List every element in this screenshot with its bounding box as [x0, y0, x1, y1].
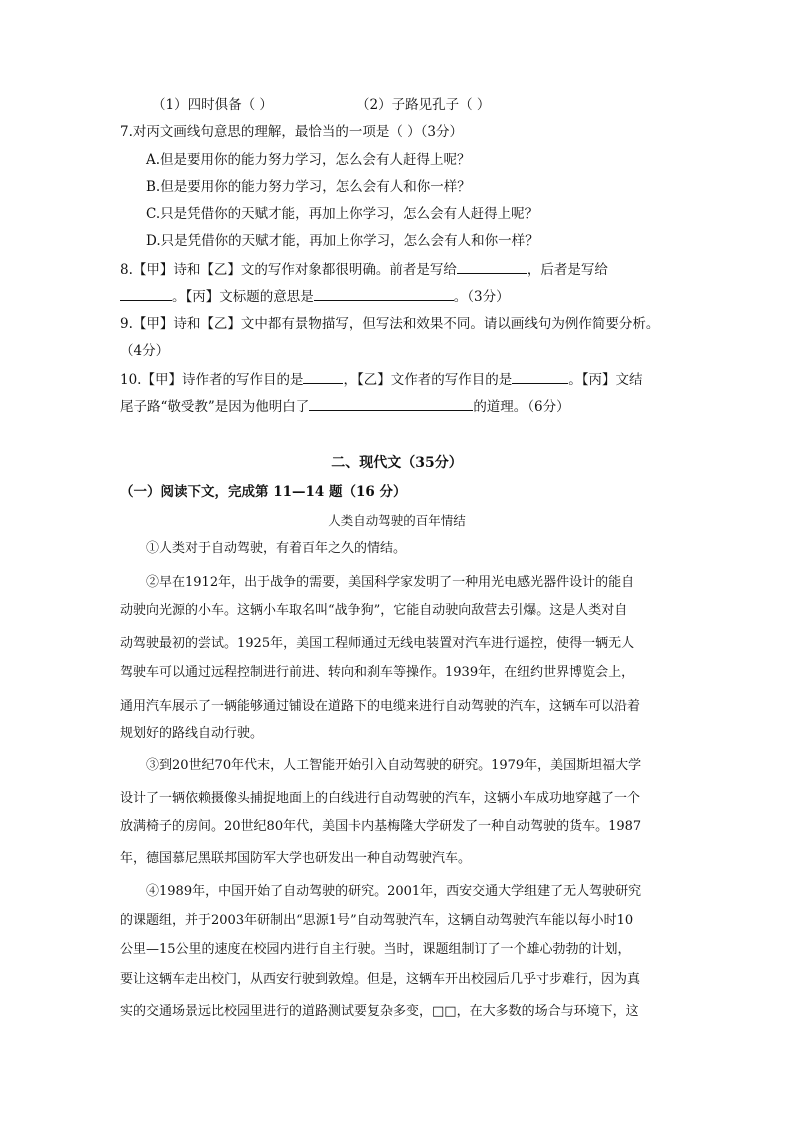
q10-blank-1[interactable]: [303, 369, 343, 384]
q10-text-2: ，【乙】文作者的写作目的是: [343, 372, 513, 388]
article-line-7: 规划好的路线自动行驶。: [120, 726, 264, 741]
article-line-5: 驾驶车可以通过远程控制进行前进、转向和刹车等操作。1939年，在纽约世界博览会上，: [120, 665, 635, 680]
q8-line-2: [120, 286, 510, 307]
article-line-14: 公里—15公里的速度在校园内进行自主行驶。当时，课题组制订了一个雄心勃勃的计划，: [120, 942, 631, 957]
article-line-13: 的课题组，并于2003年研制出“思源1号”自动驾驶汽车，这辆自动驾驶汽车能以每小时10: [120, 913, 634, 928]
article-line-16: 实的交通场景远比校园里进行的道路测试要复杂多变，□□，在大多数的场合与环境下，这: [120, 1004, 639, 1019]
section-heading: 二、现代文（35分）: [331, 455, 463, 471]
article-line-11: 年，德国慕尼黑联邦国防军大学也研发出一种自动驾驶汽车。: [120, 851, 472, 866]
article-line-12: ④1989年，中国开始了自动驾驶的研究。2001年，西安交通大学组建了无人驾驶研究: [146, 884, 642, 899]
q7-stem: 7.对丙文画线句意思的理解，最恰当的一项是（ ）（3分）: [120, 124, 464, 140]
q9-line-2: （4分）: [120, 343, 170, 359]
article-line-3: 动驶向光源的小车。这辆小车取名叫“战争狗”，它能自动驶向敌营去引爆。这是人类对自: [120, 603, 628, 618]
q8-line-1: [120, 259, 608, 280]
q6-item-1: （1）四时俱备（ ）: [152, 97, 273, 113]
article-line-2: ②早在1912年，出于战争的需要，美国科学家发明了一种用光电感光器件设计的能自: [146, 575, 635, 590]
article-line-9: 设计了一辆依赖摄像头捕捉地面上的白线进行自动驾驶的汽车，这辆小车成功地穿越了一个: [120, 791, 641, 806]
article-line-8: ③到20世纪70年代末，人工智能开始引入自动驾驶的研究。1979年，美国斯坦福大学: [146, 758, 642, 773]
q10-line-2: [120, 396, 570, 417]
article-line-1: ①人类对于自动驾驶，有着百年之久的情结。: [146, 541, 407, 556]
q7-option-d: D.只是凭借你的天赋才能，再加上你学习，怎么会有人和你一样？: [146, 233, 539, 249]
article-line-6: 通用汽车展示了一辆能够通过铺设在道路下的电缆来进行自动驾驶的汽车，这辆车可以沿着: [120, 699, 641, 714]
q7-option-a: A.但是要用你的能力努力学习，怎么会有人赶得上呢？: [146, 152, 471, 168]
subsection-heading: （一）阅读下文，完成第 11—14 题（16 分）: [120, 484, 407, 500]
q8-text-1: 8.【甲】诗和【乙】文的写作对象都很明确。前者是写给: [120, 262, 457, 278]
q10-text-4: 尾子路“敬受教”是因为他明白了: [120, 399, 310, 415]
q7-option-c: C.只是凭借你的天赋才能，再加上你学习，怎么会有人赶得上呢？: [146, 206, 539, 222]
q8-blank-1[interactable]: [457, 259, 527, 274]
article-title: 人类自动驾驶的百年情结: [328, 513, 466, 528]
q10-text-1: 10.【甲】诗作者的写作目的是: [120, 372, 304, 388]
q8-text-2: ，后者是写给: [526, 262, 608, 278]
q10-line-1: [120, 369, 642, 390]
q10-text-5: 的道理。（6分）: [473, 399, 570, 415]
q8-blank-3[interactable]: [314, 286, 454, 301]
q10-blank-3[interactable]: [309, 396, 473, 411]
q8-text-3: 。【丙】文标题的意思是: [172, 289, 314, 305]
article-line-10: 放满椅子的房间。20世纪80年代，美国卡内基梅隆大学研发了一种自动驾驶的货车。1987: [120, 819, 642, 834]
q8-blank-2[interactable]: [120, 286, 172, 301]
q10-text-3: 。【丙】文结: [568, 372, 643, 388]
article-line-15: 要让这辆车走出校门，从西安行驶到敦煌。但是，这辆车开出校园后几乎寸步难行，因为真: [120, 972, 641, 987]
q10-blank-2[interactable]: [512, 369, 568, 384]
q8-text-4: 。（3分）: [453, 289, 510, 305]
article-line-4: 动驾驶最初的尝试。1925年，美国工程师通过无线电装置对汽车进行遥控，使得一辆无人: [120, 636, 635, 651]
q9-line-1: 9.【甲】诗和【乙】文中都有景物描写，但写法和效果不同。请以画线句为例作简要分析。: [120, 316, 660, 332]
q6-item-2: （2）子路见孔子（ ）: [356, 97, 491, 113]
q7-option-b: B.但是要用你的能力努力学习，怎么会有人和你一样？: [146, 179, 471, 195]
